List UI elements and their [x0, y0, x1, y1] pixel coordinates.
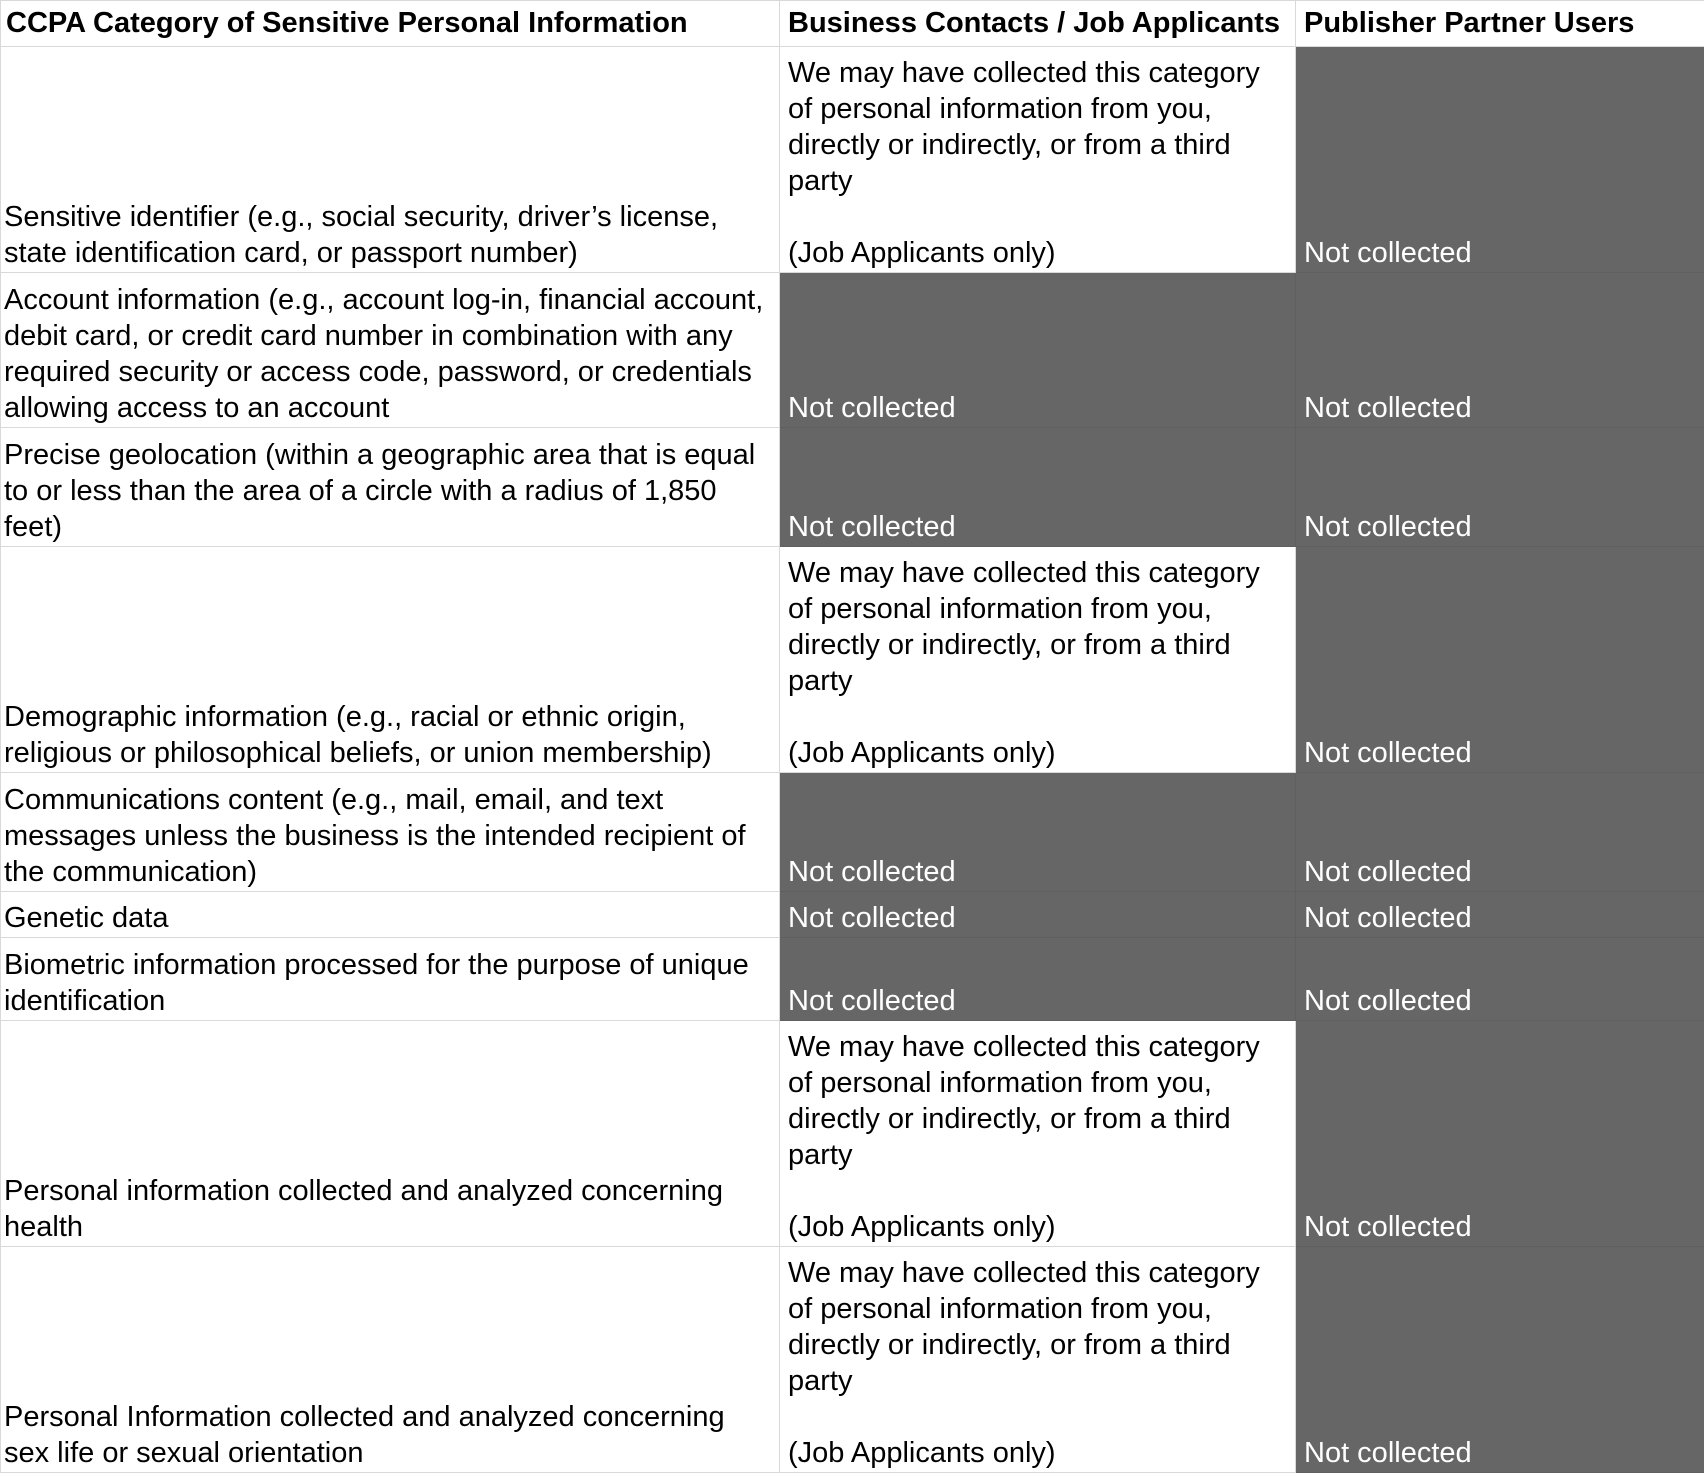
category-cell: Demographic information (e.g., racial or ethnic origin, religious or philosophical beliefs, or union membership) [1, 547, 780, 773]
business-contacts-cell: Not collected [780, 938, 1296, 1021]
publisher-partner-cell: Not collected [1296, 892, 1704, 938]
business-contacts-cell [780, 1247, 1296, 1473]
table-row [1, 273, 1704, 428]
publisher-partner-cell: Not collected [1296, 547, 1704, 773]
table-row [1, 773, 1704, 892]
table-row [1, 47, 1704, 273]
header-row [1, 1, 1704, 47]
business-contacts-cell: Not collected [780, 892, 1296, 938]
category-cell: Precise geolocation (within a geographic area that is equal to or less than the area of a circle with a radius of 1,850 feet) [1, 428, 780, 547]
business-contacts-text: We may have collected this category of personal information from you, directly or indirectly, or from a third party (Job Applicants only) [788, 1257, 1260, 1469]
category-cell: Genetic data [1, 892, 780, 938]
business-contacts-text: We may have collected this category of personal information from you, directly or indirectly, or from a third party (Job Applicants only) [788, 1031, 1260, 1243]
table-row [1, 428, 1704, 547]
business-contacts-text: We may have collected this category of personal information from you, directly or indirectly, or from a third party (Job Applicants only) [788, 57, 1260, 269]
business-contacts-text: We may have collected this category of personal information from you, directly or indirectly, or from a third party (Job Applicants only) [788, 557, 1260, 769]
category-cell: Personal Information collected and analyzed concerning sex life or sexual orientation [1, 1247, 780, 1473]
table-row [1, 1247, 1704, 1473]
business-contacts-cell [780, 1021, 1296, 1247]
publisher-partner-cell: Not collected [1296, 47, 1704, 273]
business-contacts-cell: Not collected [780, 273, 1296, 428]
business-contacts-cell [780, 47, 1296, 273]
publisher-partner-cell: Not collected [1296, 1021, 1704, 1247]
table-row [1, 547, 1704, 773]
publisher-partner-cell: Not collected [1296, 428, 1704, 547]
table-row [1, 1021, 1704, 1247]
header-business-contacts: Business Contacts / Job Applicants [780, 1, 1296, 47]
header-category: CCPA Category of Sensitive Personal Information [1, 1, 780, 47]
category-cell: Communications content (e.g., mail, email, and text messages unless the business is the intended recipient of the communication) [1, 773, 780, 892]
header-publisher-partner: Publisher Partner Users [1296, 1, 1704, 47]
business-contacts-cell [780, 547, 1296, 773]
publisher-partner-cell: Not collected [1296, 773, 1704, 892]
table-row [1, 938, 1704, 1021]
category-cell: Sensitive identifier (e.g., social security, driver’s license, state identification card, or passport number) [1, 47, 780, 273]
publisher-partner-cell: Not collected [1296, 938, 1704, 1021]
table-row [1, 892, 1704, 938]
publisher-partner-cell: Not collected [1296, 273, 1704, 428]
category-cell: Personal information collected and analyzed concerning health [1, 1021, 780, 1247]
category-cell: Biometric information processed for the purpose of unique identification [1, 938, 780, 1021]
business-contacts-cell: Not collected [780, 773, 1296, 892]
business-contacts-cell: Not collected [780, 428, 1296, 547]
category-cell: Account information (e.g., account log-in, financial account, debit card, or credit card number in combination with any required security or access code, password, or credentials allowing access to an account [1, 273, 780, 428]
publisher-partner-cell: Not collected [1296, 1247, 1704, 1473]
